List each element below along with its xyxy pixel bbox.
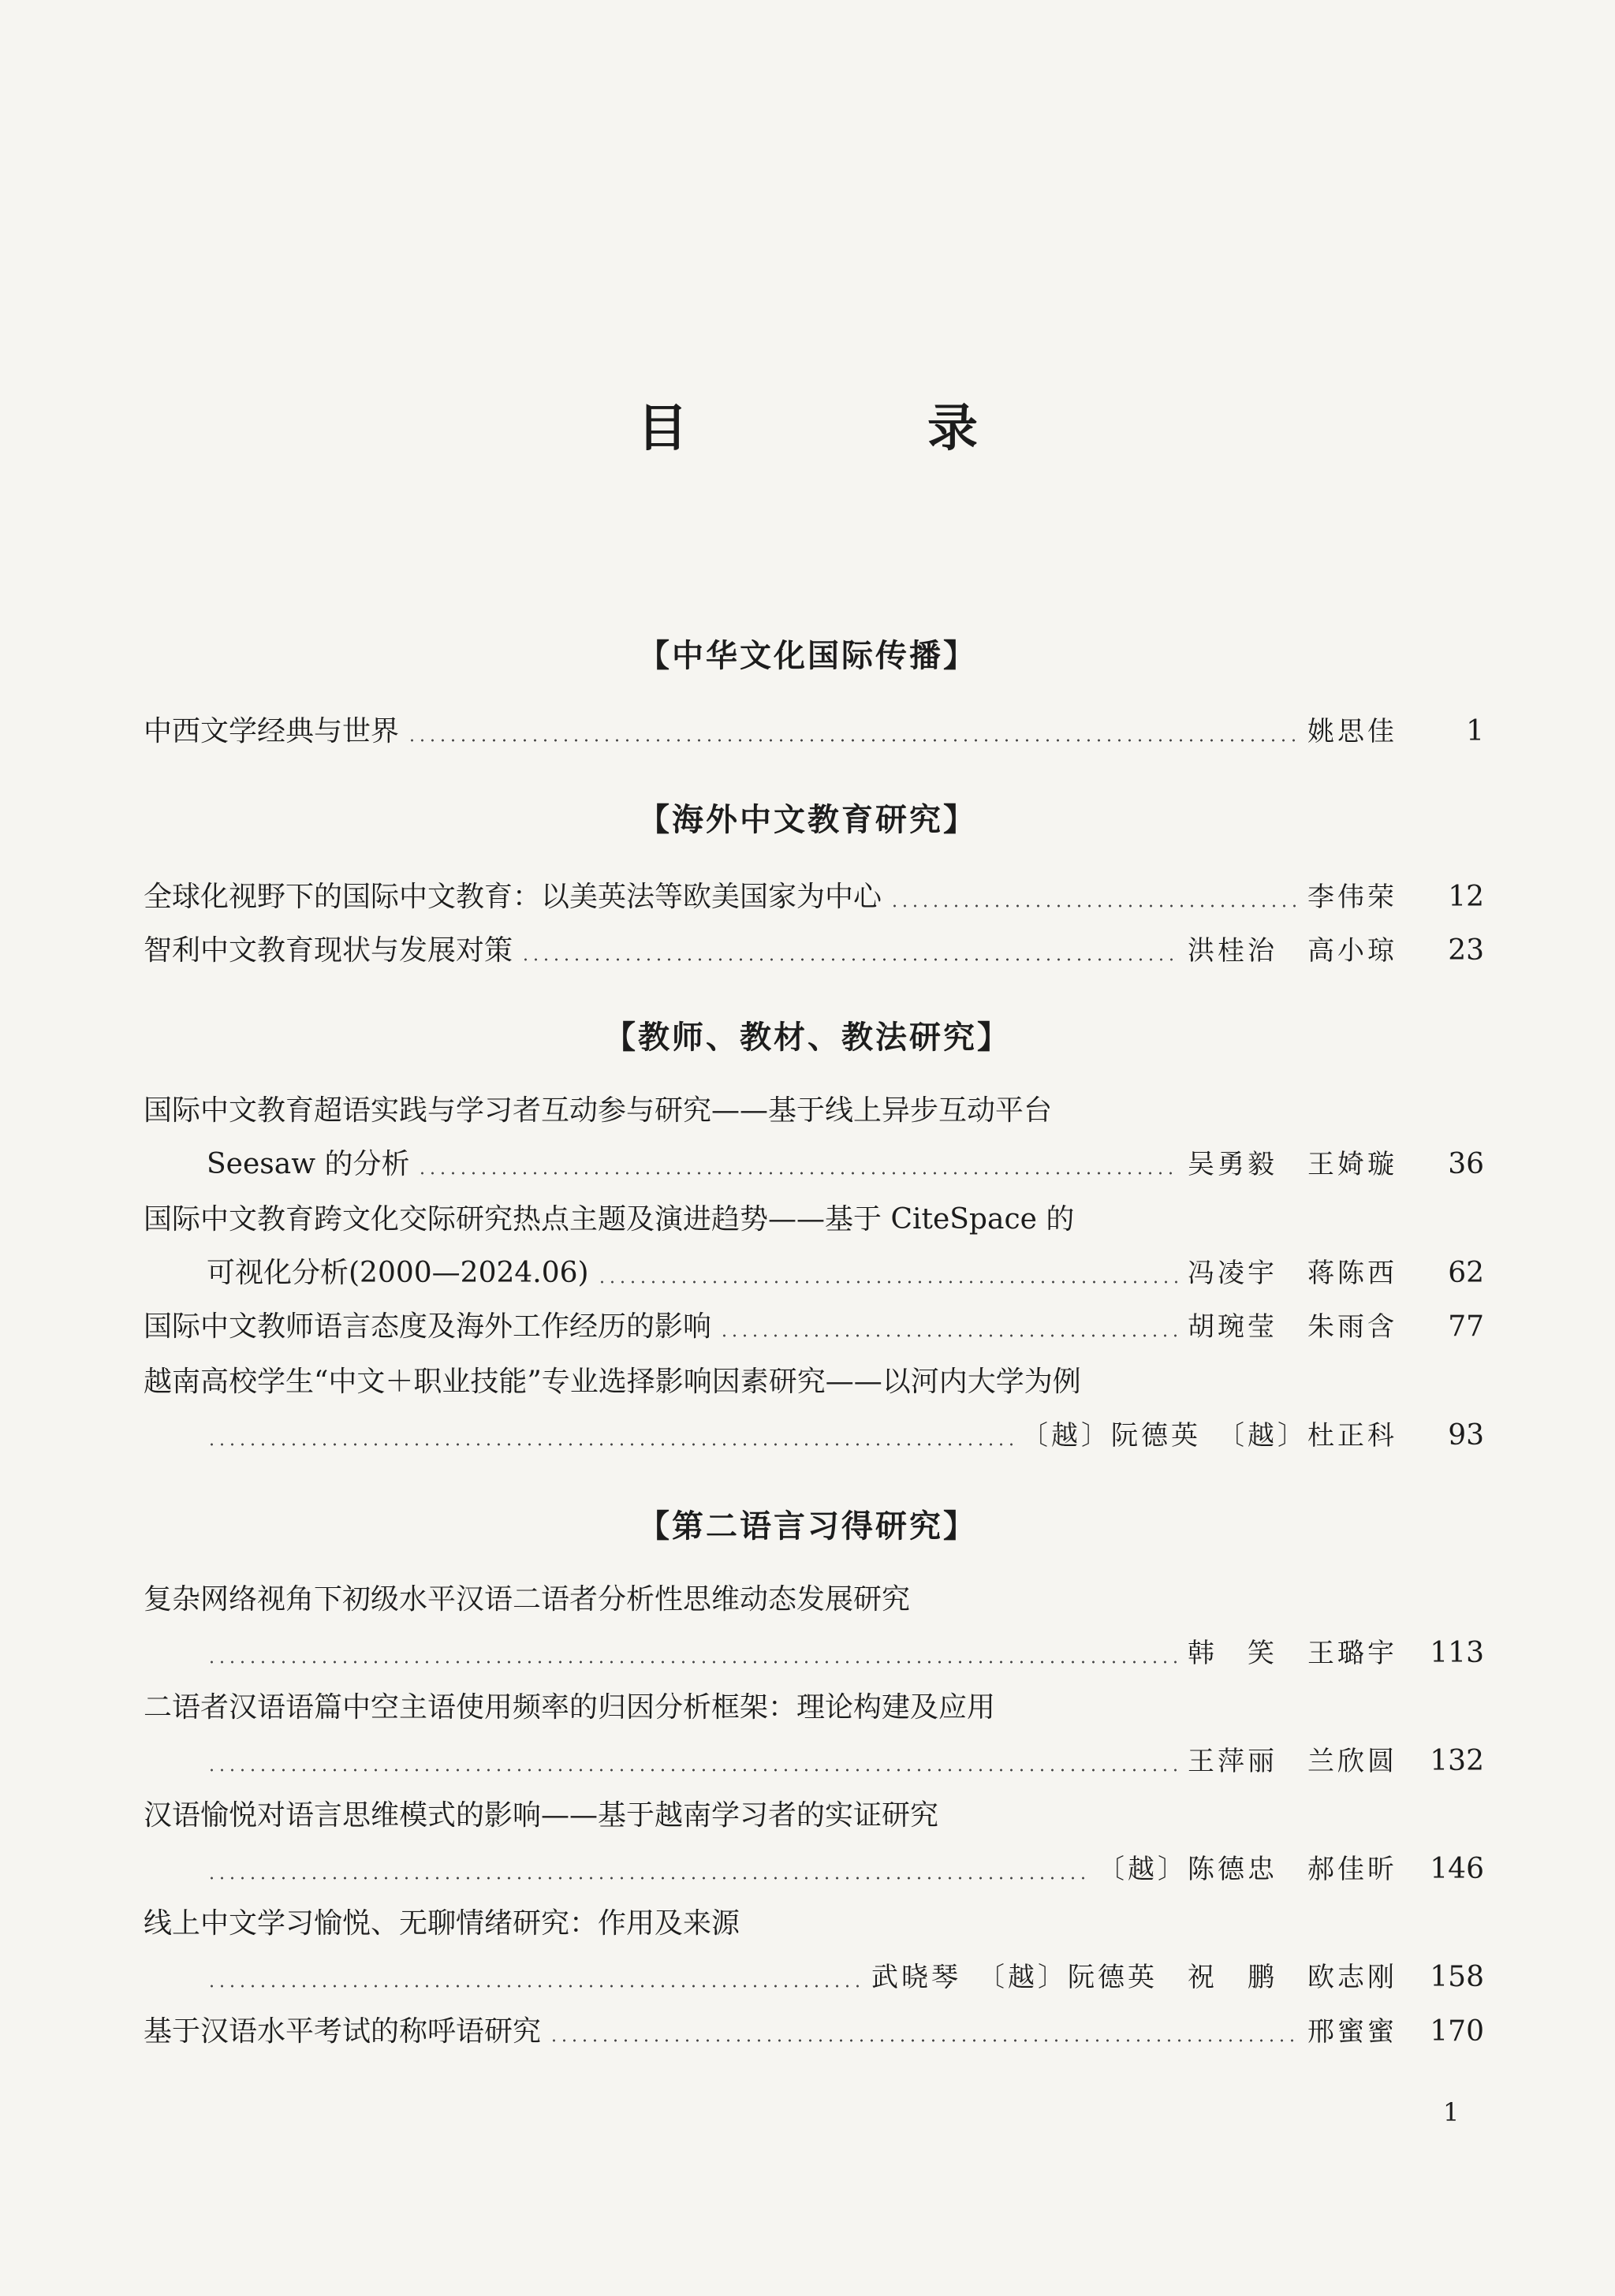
leader-dots (207, 1660, 1180, 1664)
toc-entry[interactable] (144, 712, 1484, 751)
section-heading-teaching: 【教师、教材、教法研究】 (604, 1019, 1011, 1056)
entry-title-line[interactable]: 线上中文学习愉悦、无聊情绪研究：作用及来源 (144, 1907, 740, 1940)
entry-authors: 邢蜜蜜 (1307, 2016, 1397, 2048)
page-number: 1 (1443, 2097, 1460, 2127)
toc-entry[interactable] (144, 2012, 1484, 2052)
entry-title: 中西文学经典与世界 (144, 715, 400, 747)
toc-entry[interactable] (207, 1850, 1484, 1889)
leader-dots (597, 1280, 1180, 1284)
entry-authors: 洪桂治 高小琼 (1188, 935, 1397, 967)
toc-entry[interactable] (144, 1307, 1484, 1347)
entry-title-line[interactable]: 国际中文教育超语实践与学习者互动参与研究——基于线上异步互动平台 (144, 1094, 1053, 1127)
entry-page: 36 (1448, 1148, 1484, 1180)
entry-page: 170 (1430, 2015, 1484, 2048)
toc-entry[interactable] (207, 1634, 1484, 1673)
entry-authors: 韩 笑 王璐宇 (1188, 1638, 1397, 1669)
entry-page: 12 (1448, 881, 1484, 913)
entry-title: 智利中文教育现状与发展对策 (144, 934, 513, 967)
leader-dots (207, 1769, 1180, 1772)
toc-entry[interactable] (207, 1416, 1484, 1456)
toc-entry[interactable] (144, 878, 1484, 917)
page-title: 目 录 (637, 400, 1072, 458)
section-heading-overseas: 【海外中文教育研究】 (638, 802, 977, 838)
entry-page: 93 (1448, 1419, 1484, 1452)
entry-authors: 李伟荣 (1307, 882, 1397, 913)
leader-dots (417, 1172, 1180, 1175)
entry-authors: 〔越〕阮德英 〔越〕杜正科 (1021, 1420, 1397, 1452)
section-heading-sla: 【第二语言习得研究】 (638, 1508, 977, 1545)
entry-title: 全球化视野下的国际中文教育：以美英法等欧美国家为中心 (144, 881, 882, 913)
toc-entry[interactable] (207, 1742, 1484, 1781)
entry-authors: 胡琬莹 朱雨含 (1188, 1311, 1397, 1343)
entry-title: Seesaw 的分析 (207, 1148, 410, 1180)
entry-title-line[interactable]: 二语者汉语语篇中空主语使用频率的归因分析框架：理论构建及应用 (144, 1691, 996, 1724)
toc-entry[interactable] (144, 931, 1484, 971)
entry-page: 113 (1430, 1637, 1484, 1669)
leader-dots (549, 2039, 1300, 2042)
entry-page: 158 (1430, 1961, 1484, 1993)
leader-dots (207, 1985, 863, 1988)
entry-authors: 冯凌宇 蒋陈西 (1188, 1258, 1397, 1289)
entry-authors: 吴勇毅 王婍璇 (1188, 1149, 1397, 1180)
entry-title-line[interactable]: 汉语愉悦对语言思维模式的影响——基于越南学习者的实证研究 (144, 1799, 939, 1832)
entry-title-line[interactable]: 越南高校学生“中文＋职业技能”专业选择影响因素研究——以河内大学为例 (144, 1366, 1081, 1398)
leader-dots (520, 958, 1180, 961)
section-heading-culture: 【中华文化国际传播】 (638, 638, 977, 674)
entry-title: 国际中文教师语言态度及海外工作经历的影响 (144, 1310, 712, 1343)
entry-page: 132 (1430, 1745, 1484, 1777)
entry-authors: 姚思佳 (1307, 716, 1397, 747)
entry-page: 1 (1466, 715, 1484, 747)
toc-entry[interactable] (207, 1958, 1484, 1997)
entry-title-line[interactable]: 复杂网络视角下初级水平汉语二语者分析性思维动态发展研究 (144, 1583, 911, 1616)
entry-page: 62 (1448, 1257, 1484, 1289)
leader-dots (719, 1334, 1180, 1337)
entry-authors: 王萍丽 兰欣圆 (1188, 1746, 1397, 1777)
entry-title: 可视化分析(2000—2024.06) (207, 1257, 589, 1289)
toc-entry[interactable] (207, 1145, 1484, 1184)
leader-dots (207, 1877, 1090, 1880)
toc-entry[interactable] (207, 1254, 1484, 1293)
leader-dots (890, 904, 1300, 908)
entry-title-line[interactable]: 国际中文教育跨文化交际研究热点主题及演进趋势——基于 CiteSpace 的 (144, 1203, 1075, 1236)
leader-dots (207, 1443, 1013, 1446)
entry-authors: 〔越〕陈德忠 郝佳昕 (1098, 1854, 1397, 1885)
entry-page: 146 (1430, 1853, 1484, 1885)
entry-page: 77 (1448, 1310, 1484, 1343)
entry-authors: 武晓琴 〔越〕阮德英 祝 鹏 欧志刚 (871, 1962, 1397, 1993)
leader-dots (407, 739, 1300, 742)
entry-page: 23 (1448, 934, 1484, 967)
entry-title: 基于汉语水平考试的称呼语研究 (144, 2015, 542, 2048)
